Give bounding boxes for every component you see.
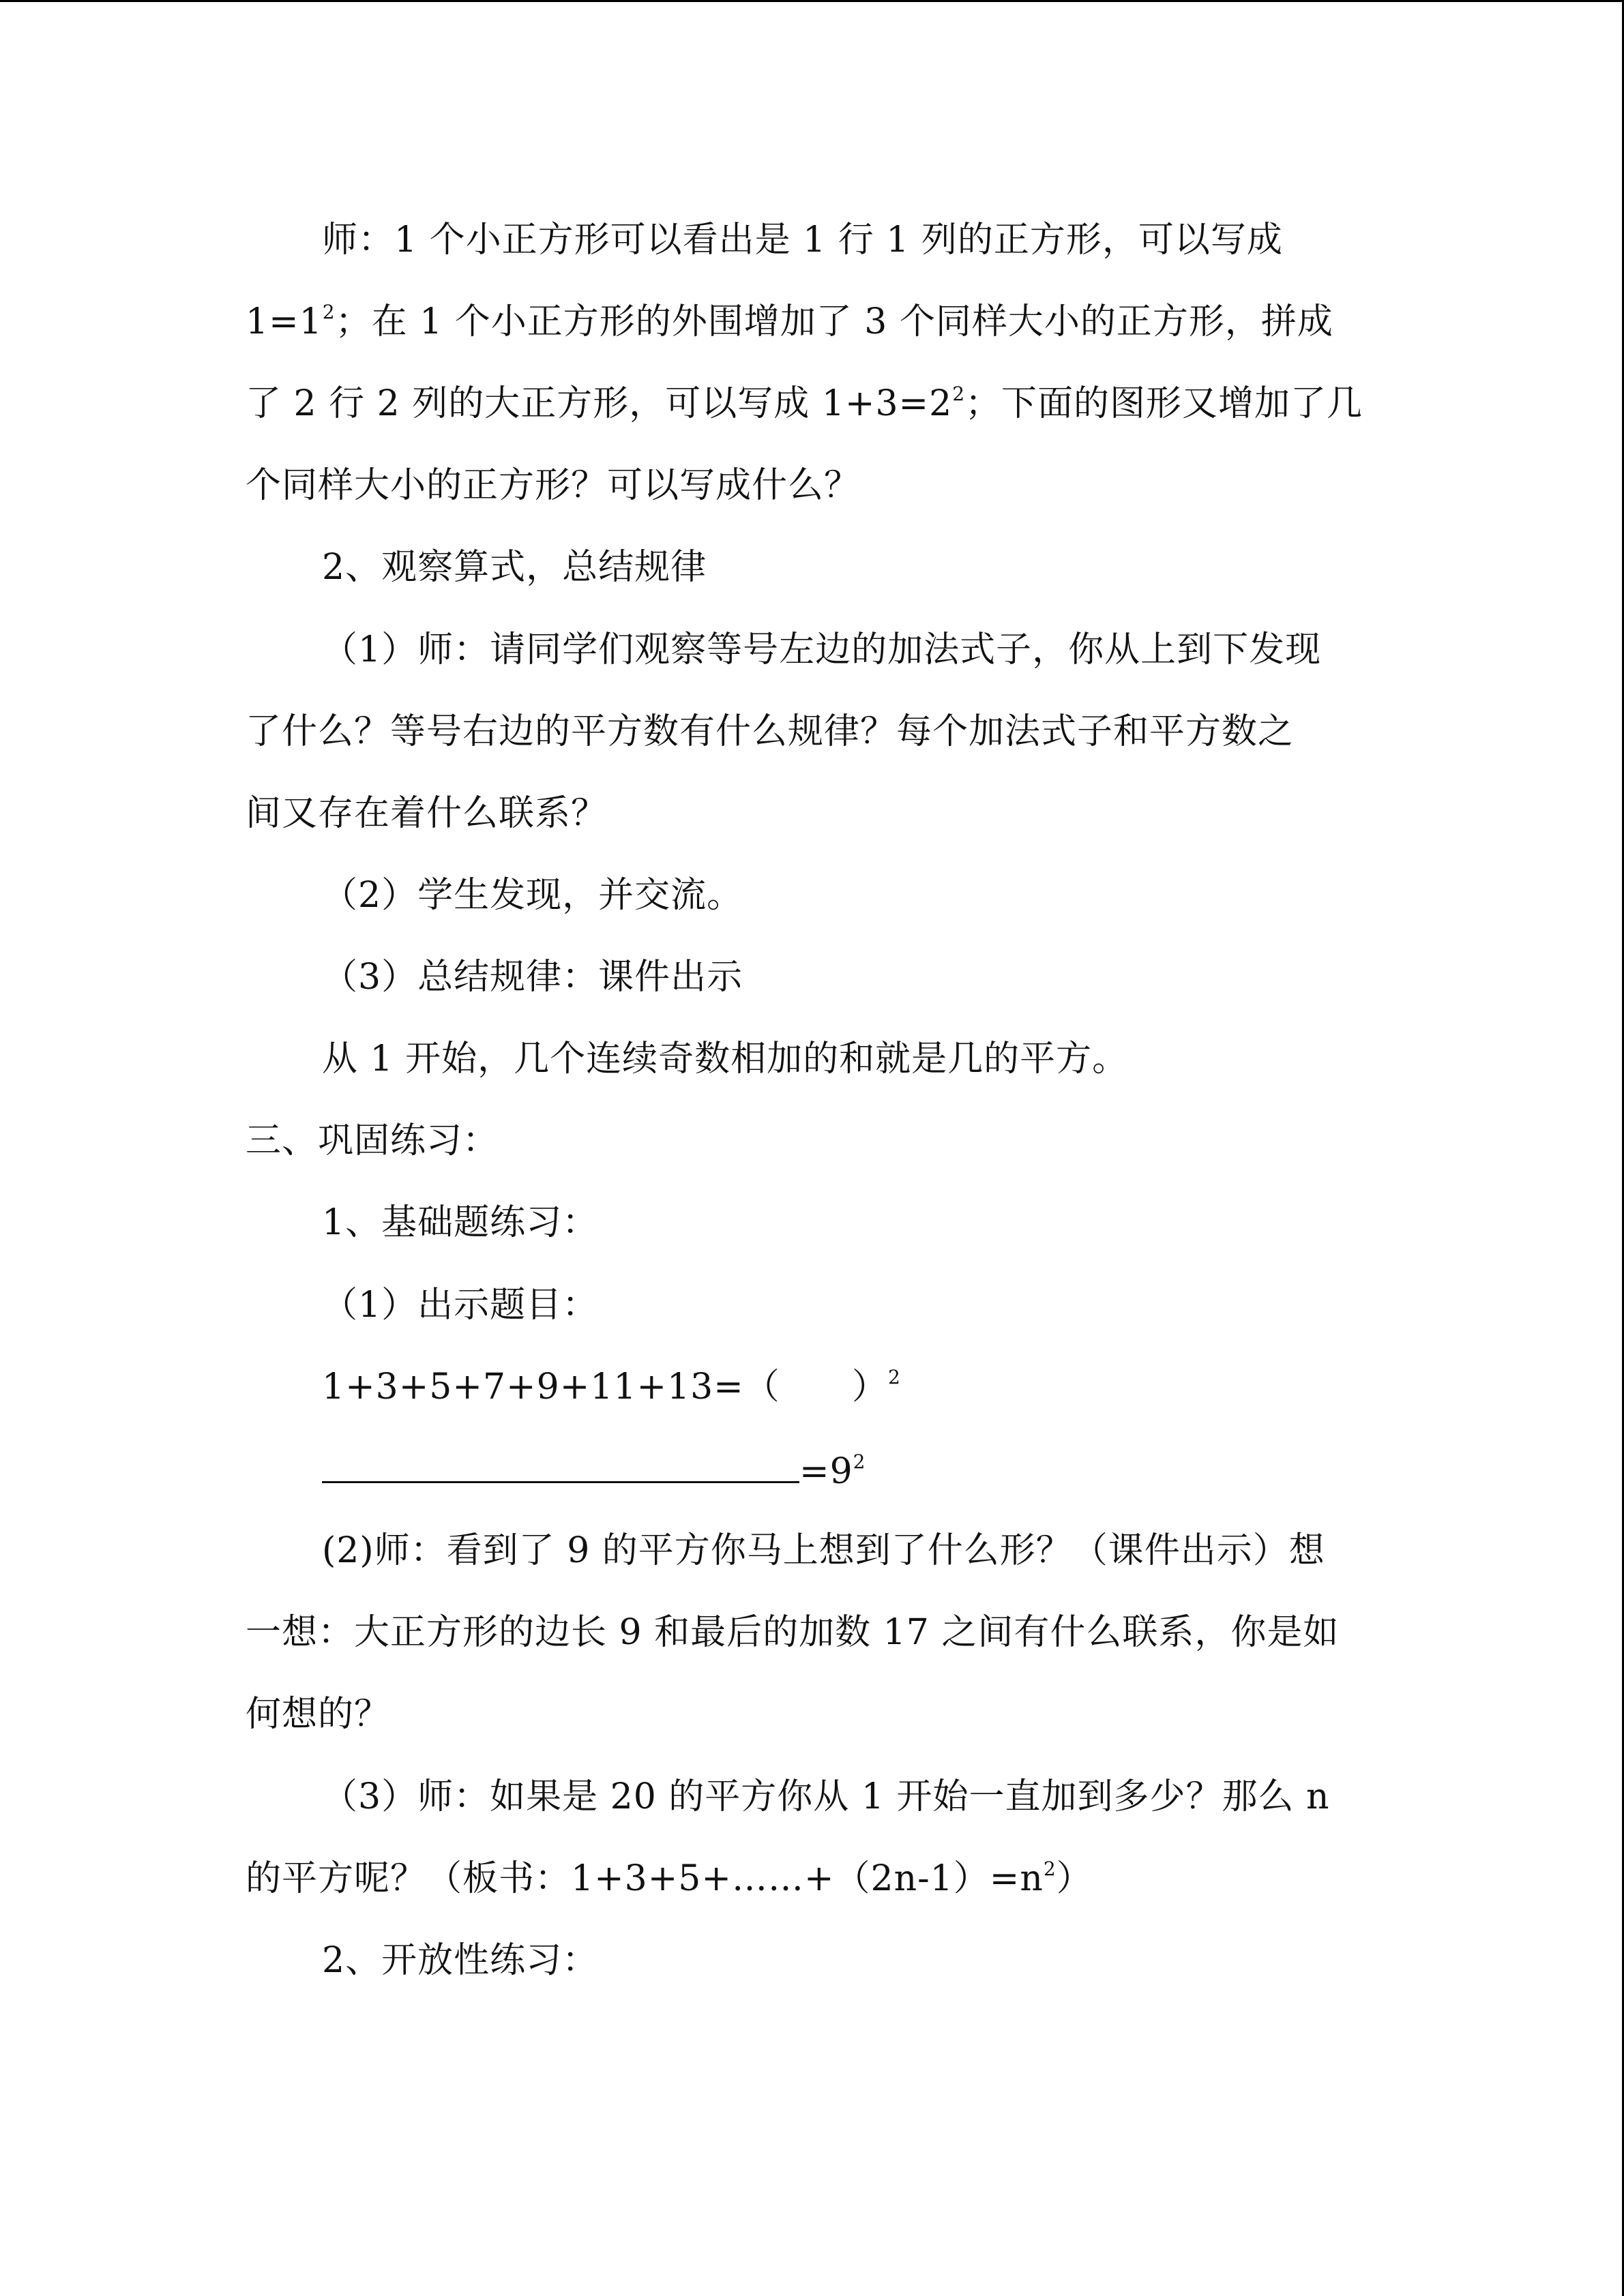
text: 2、开放性练习： xyxy=(322,1940,599,1981)
paragraph-line xyxy=(246,465,860,506)
equation-line xyxy=(322,1367,901,1407)
text: ；下面的图形又增加了几 xyxy=(965,383,1363,424)
paragraph-line xyxy=(246,383,1363,424)
answer-blank xyxy=(322,1448,799,1483)
page-top-border xyxy=(0,0,1624,2)
superscript: 2 xyxy=(952,382,966,405)
text: (2)师：看到了 9 的平方你马上想到了什么形？（课件出示）想 xyxy=(322,1530,1325,1571)
section-heading xyxy=(246,1120,499,1161)
equation-line xyxy=(322,1448,866,1492)
section-heading xyxy=(322,547,707,588)
text: 2、观察算式，总结规律 xyxy=(322,547,707,588)
text: 师：1 个小正方形可以看出是 1 行 1 列的正方形，可以写成 xyxy=(322,220,1283,260)
text: =9 xyxy=(799,1451,853,1492)
paragraph-line xyxy=(322,1039,1128,1079)
text: 了 2 行 2 列的大正方形，可以写成 1+3=2 xyxy=(246,383,953,424)
text: （1）出示题目： xyxy=(322,1285,599,1326)
paragraph-line xyxy=(322,875,743,916)
paragraph-line xyxy=(246,711,1294,752)
paragraph-line xyxy=(246,1612,1339,1653)
subsection-heading xyxy=(322,1202,598,1243)
text: （3）师：如果是 20 的平方你从 1 开始一直加到多少？那么 n xyxy=(322,1776,1330,1817)
paragraph-line xyxy=(322,1776,1329,1817)
text: 三、巩固练习： xyxy=(246,1120,499,1161)
superscript: 2 xyxy=(1043,1857,1057,1880)
text: 1+3+5+7+9+11+13=（ ） xyxy=(322,1367,888,1407)
paragraph-line xyxy=(322,1530,1325,1571)
text: 从 1 开始，几个连续奇数相加的和就是几的平方。 xyxy=(322,1039,1129,1079)
text: 1=1 xyxy=(246,301,323,342)
text: 个同样大小的正方形？可以写成什么？ xyxy=(246,465,861,506)
paragraph-line xyxy=(322,957,743,998)
superscript: 2 xyxy=(322,300,336,323)
paragraph-line xyxy=(322,220,1283,260)
text: ） xyxy=(1056,1858,1093,1899)
text: ；在 1 个小正方形的外围增加了 3 个同样大小的正方形，拼成 xyxy=(335,301,1333,342)
paragraph-line xyxy=(246,301,1333,342)
text: 一想：大正方形的边长 9 和最后的加数 17 之间有什么联系，你是如 xyxy=(246,1612,1340,1653)
paragraph-line xyxy=(246,793,607,834)
text: 何想的？ xyxy=(246,1694,391,1735)
superscript: 2 xyxy=(853,1450,866,1473)
paragraph-line xyxy=(246,1694,390,1735)
superscript: 2 xyxy=(887,1365,901,1388)
paragraph-line xyxy=(322,1285,598,1326)
subsection-heading xyxy=(322,1940,598,1981)
text: 1、基础题练习： xyxy=(322,1202,599,1243)
paragraph-line xyxy=(322,629,1321,670)
text: 了什么？等号右边的平方数有什么规律？每个加法式子和平方数之 xyxy=(246,711,1295,752)
text: 间又存在着什么联系？ xyxy=(246,793,608,834)
text: （2）学生发现，并交流。 xyxy=(322,875,743,916)
paragraph-line xyxy=(246,1858,1093,1899)
text: （3）总结规律：课件出示 xyxy=(322,957,743,998)
text: （1）师：请同学们观察等号左边的加法式子，你从上到下发现 xyxy=(322,629,1322,670)
text: 的平方呢？（板书：1+3+5+……+（2n-1）=n xyxy=(246,1858,1044,1899)
